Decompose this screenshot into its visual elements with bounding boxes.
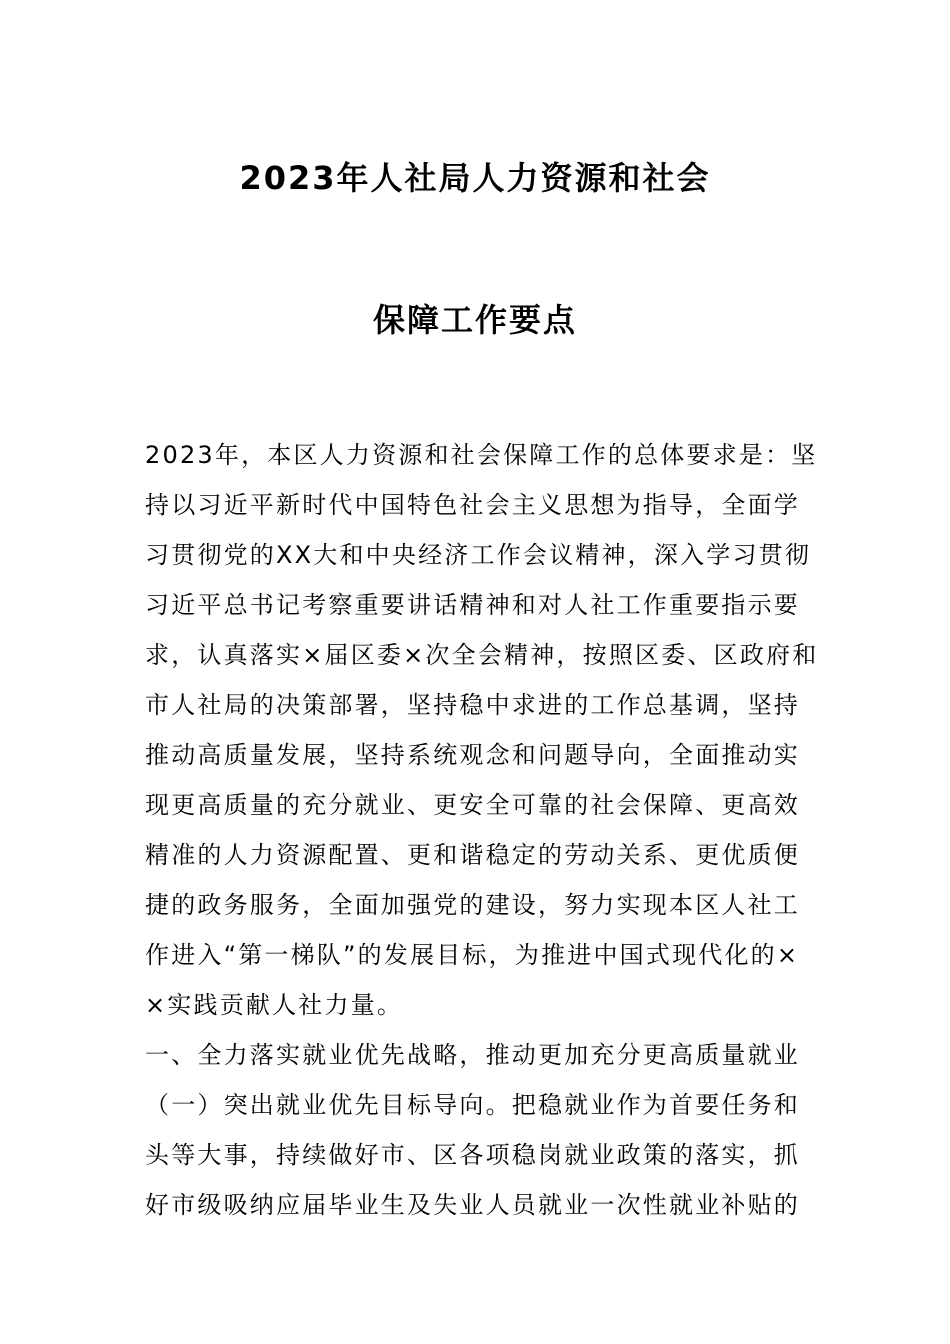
body-line: 推动高质量发展，坚持系统观念和问题导向，全面推动实 bbox=[145, 741, 800, 769]
body-line: 习贯彻党的XX大和中央经济工作会议精神，深入学习贯彻 bbox=[145, 541, 812, 569]
body-line: 2023年，本区人力资源和社会保障工作的总体要求是：坚 bbox=[145, 441, 818, 469]
section-heading: 一、全力落实就业优先战略，推动更加充分更高质量就业 bbox=[145, 1041, 800, 1069]
body-line: 求，认真落实×届区委×次全会精神，按照区委、区政府和 bbox=[145, 641, 819, 669]
body-line: 好市级吸纳应届毕业生及失业人员就业一次性就业补贴的 bbox=[145, 1191, 800, 1219]
document-body bbox=[145, 430, 819, 1230]
body-line: 习近平总书记考察重要讲话精神和对人社工作重要指示要 bbox=[145, 591, 800, 619]
body-line: 市人社局的决策部署，坚持稳中求进的工作总基调，坚持 bbox=[145, 691, 800, 719]
body-line: （一）突出就业优先目标导向。把稳就业作为首要任务和 bbox=[145, 1091, 800, 1119]
body-line: 头等大事，持续做好市、区各项稳岗就业政策的落实，抓 bbox=[145, 1141, 800, 1169]
body-line: 持以习近平新时代中国特色社会主义思想为指导，全面学 bbox=[145, 491, 800, 519]
body-line: 作进入“第一梯队”的发展目标，为推进中国式现代化的× bbox=[145, 941, 800, 969]
body-line: 现更高质量的充分就业、更安全可靠的社会保障、更高效 bbox=[145, 791, 800, 819]
body-line: ×实践贡献人社力量。 bbox=[145, 991, 404, 1019]
document-title-line-1: 2023年人社局人力资源和社会 bbox=[239, 159, 711, 197]
body-line: 精准的人力资源配置、更和谐稳定的劳动关系、更优质便 bbox=[145, 841, 800, 869]
document-title-line-2: 保障工作要点 bbox=[372, 301, 577, 339]
body-line: 捷的政务服务，全面加强党的建设，努力实现本区人社工 bbox=[145, 891, 800, 919]
